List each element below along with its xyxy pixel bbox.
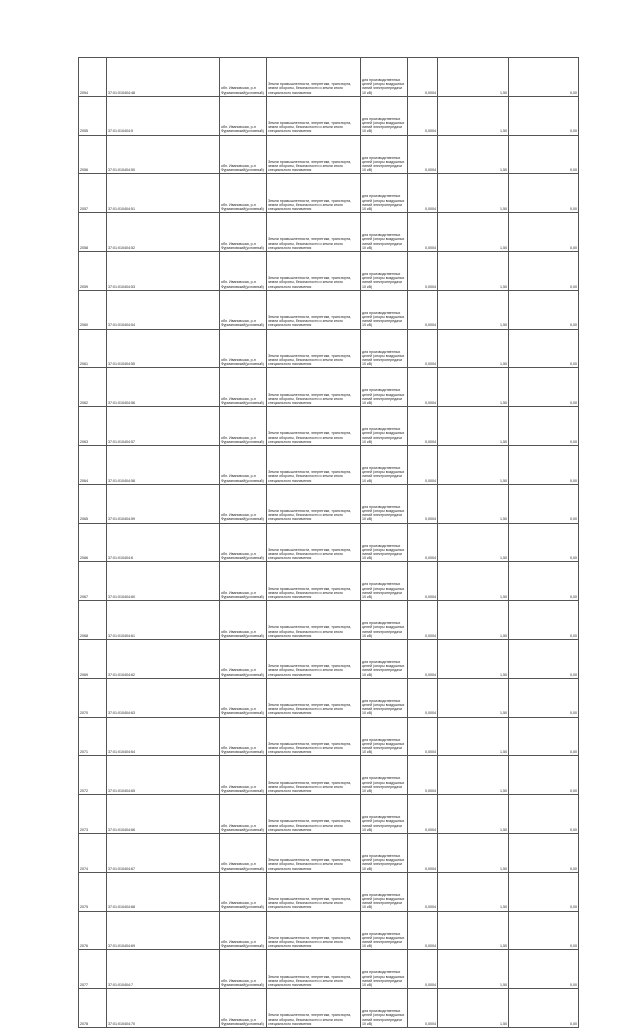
tax-amount-cell: 0,00	[509, 911, 579, 950]
row-number-cell: 2078	[79, 989, 107, 1028]
tax-amount-cell: 0,00	[509, 601, 579, 640]
table-row	[79, 717, 579, 756]
table-row	[79, 833, 579, 872]
cadastral-number-cell: 37:01:010404:55	[107, 329, 220, 368]
cadastral-number-cell: 37:01:010404:7	[107, 950, 220, 989]
table-row	[79, 213, 579, 252]
permitted-use-cell: для производственных целей (опоры воздушных линий электропередачи 10 кВ)	[361, 872, 408, 911]
tax-rate-cell: 1,50	[438, 484, 509, 523]
permitted-use-cell: для производственных целей (опоры воздушных линий электропередачи 10 кВ)	[361, 833, 408, 872]
permitted-use-cell: для производственных целей (опоры воздушных линий электропередачи 10 кВ)	[361, 445, 408, 484]
row-number-cell: 2059	[79, 251, 107, 290]
area-cell: 0,0004	[408, 290, 438, 329]
cadastral-number-cell: 37:01:010404:56	[107, 368, 220, 407]
table-row	[79, 290, 579, 329]
address-cell: обл. Ивановская, р-н Фурмановский(условный)	[220, 251, 267, 290]
table-row	[79, 989, 579, 1028]
permitted-use-cell: для производственных целей (опоры воздушных линий электропередачи 10 кВ)	[361, 523, 408, 562]
row-number-cell: 2074	[79, 833, 107, 872]
permitted-use-cell: для производственных целей (опоры воздушных линий электропередачи 10 кВ)	[361, 135, 408, 174]
land-plot-table	[78, 57, 579, 1028]
tax-amount-cell: 0,00	[509, 484, 579, 523]
tax-amount-cell: 0,00	[509, 58, 579, 97]
cadastral-number-cell: 37:01:010404:64	[107, 717, 220, 756]
tax-amount-cell: 0,00	[509, 96, 579, 135]
address-cell: обл. Ивановская, р-н Фурмановский(условный)	[220, 58, 267, 97]
land-category-cell: Земли промышленности, энергетики, транспорта, земли обороны, безопасности и земли иного специального назначения	[267, 523, 361, 562]
tax-rate-cell: 1,50	[438, 213, 509, 252]
area-cell: 0,0004	[408, 484, 438, 523]
tax-rate-cell: 1,50	[438, 407, 509, 446]
address-cell: обл. Ивановская, р-н Фурмановский(условный)	[220, 989, 267, 1028]
row-number-cell: 2060	[79, 290, 107, 329]
table-row	[79, 795, 579, 834]
tax-rate-cell: 1,50	[438, 717, 509, 756]
table-row	[79, 484, 579, 523]
address-cell: обл. Ивановская, р-н Фурмановский(условный)	[220, 290, 267, 329]
tax-rate-cell: 1,50	[438, 639, 509, 678]
land-category-cell: Земли промышленности, энергетики, транспорта, земли обороны, безопасности и земли иного специального назначения	[267, 58, 361, 97]
table-row	[79, 523, 579, 562]
address-cell: обл. Ивановская, р-н Фурмановский(условный)	[220, 96, 267, 135]
area-cell: 0,0004	[408, 174, 438, 213]
land-plot-table-body	[79, 58, 579, 1028]
permitted-use-cell: для производственных целей (опоры воздушных линий электропередачи 10 кВ)	[361, 601, 408, 640]
tax-amount-cell: 0,00	[509, 833, 579, 872]
tax-amount-cell: 0,00	[509, 368, 579, 407]
permitted-use-cell: для производственных целей (опоры воздушных линий электропередачи 10 кВ)	[361, 407, 408, 446]
table-row	[79, 639, 579, 678]
table-row	[79, 601, 579, 640]
land-category-cell: Земли промышленности, энергетики, транспорта, земли обороны, безопасности и земли иного специального назначения	[267, 989, 361, 1028]
land-category-cell: Земли промышленности, энергетики, транспорта, земли обороны, безопасности и земли иного специального назначения	[267, 407, 361, 446]
row-number-cell: 2072	[79, 756, 107, 795]
land-category-cell: Земли промышленности, энергетики, транспорта, земли обороны, безопасности и земли иного специального назначения	[267, 756, 361, 795]
row-number-cell: 2069	[79, 639, 107, 678]
tax-amount-cell: 0,00	[509, 795, 579, 834]
table-row	[79, 562, 579, 601]
row-number-cell: 2077	[79, 950, 107, 989]
address-cell: обл. Ивановская, р-н Фурмановский(условный)	[220, 717, 267, 756]
area-cell: 0,0004	[408, 833, 438, 872]
tax-rate-cell: 1,50	[438, 950, 509, 989]
permitted-use-cell: для производственных целей (опоры воздушных линий электропередачи 10 кВ)	[361, 795, 408, 834]
permitted-use-cell: для производственных целей (опоры воздушных линий электропередачи 10 кВ)	[361, 213, 408, 252]
area-cell: 0,0004	[408, 213, 438, 252]
address-cell: обл. Ивановская, р-н Фурмановский(условный)	[220, 174, 267, 213]
row-number-cell: 2062	[79, 368, 107, 407]
row-number-cell: 2066	[79, 523, 107, 562]
address-cell: обл. Ивановская, р-н Фурмановский(условный)	[220, 639, 267, 678]
permitted-use-cell: для производственных целей (опоры воздушных линий электропередачи 10 кВ)	[361, 251, 408, 290]
area-cell: 0,0004	[408, 601, 438, 640]
tax-rate-cell: 1,50	[438, 329, 509, 368]
table-row	[79, 329, 579, 368]
row-number-cell: 2065	[79, 484, 107, 523]
tax-amount-cell: 0,00	[509, 639, 579, 678]
tax-amount-cell: 0,00	[509, 523, 579, 562]
permitted-use-cell: для производственных целей (опоры воздушных линий электропередачи 10 кВ)	[361, 989, 408, 1028]
area-cell: 0,0004	[408, 329, 438, 368]
table-row	[79, 135, 579, 174]
table-row	[79, 407, 579, 446]
land-category-cell: Земли промышленности, энергетики, транспорта, земли обороны, безопасности и земли иного специального назначения	[267, 872, 361, 911]
tax-rate-cell: 1,50	[438, 96, 509, 135]
tax-rate-cell: 1,50	[438, 174, 509, 213]
cadastral-number-cell: 37:01:010404:62	[107, 639, 220, 678]
row-number-cell: 2058	[79, 213, 107, 252]
land-category-cell: Земли промышленности, энергетики, транспорта, земли обороны, безопасности и земли иного специального назначения	[267, 678, 361, 717]
tax-rate-cell: 1,50	[438, 601, 509, 640]
table-row	[79, 58, 579, 97]
row-number-cell: 2061	[79, 329, 107, 368]
area-cell: 0,0004	[408, 911, 438, 950]
area-cell: 0,0004	[408, 639, 438, 678]
cadastral-number-cell: 37:01:010404:65	[107, 756, 220, 795]
tax-rate-cell: 1,50	[438, 678, 509, 717]
area-cell: 0,0004	[408, 717, 438, 756]
tax-rate-cell: 1,50	[438, 911, 509, 950]
land-category-cell: Земли промышленности, энергетики, транспорта, земли обороны, безопасности и земли иного специального назначения	[267, 562, 361, 601]
tax-rate-cell: 1,50	[438, 58, 509, 97]
row-number-cell: 2057	[79, 174, 107, 213]
land-category-cell: Земли промышленности, энергетики, транспорта, земли обороны, безопасности и земли иного специального назначения	[267, 601, 361, 640]
cadastral-number-cell: 37:01:010404:69	[107, 911, 220, 950]
address-cell: обл. Ивановская, р-н Фурмановский(условный)	[220, 950, 267, 989]
row-number-cell: 2068	[79, 601, 107, 640]
permitted-use-cell: для производственных целей (опоры воздушных линий электропередачи 10 кВ)	[361, 96, 408, 135]
table-row	[79, 756, 579, 795]
tax-rate-cell: 1,50	[438, 756, 509, 795]
cadastral-number-cell: 37:01:010404:54	[107, 290, 220, 329]
address-cell: обл. Ивановская, р-н Фурмановский(условный)	[220, 872, 267, 911]
address-cell: обл. Ивановская, р-н Фурмановский(условный)	[220, 135, 267, 174]
permitted-use-cell: для производственных целей (опоры воздушных линий электропередачи 10 кВ)	[361, 911, 408, 950]
tax-rate-cell: 1,50	[438, 872, 509, 911]
land-category-cell: Земли промышленности, энергетики, транспорта, земли обороны, безопасности и земли иного специального назначения	[267, 368, 361, 407]
permitted-use-cell: для производственных целей (опоры воздушных линий электропередачи 10 кВ)	[361, 484, 408, 523]
area-cell: 0,0004	[408, 756, 438, 795]
tax-amount-cell: 0,00	[509, 950, 579, 989]
land-category-cell: Земли промышленности, энергетики, транспорта, земли обороны, безопасности и земли иного специального назначения	[267, 445, 361, 484]
permitted-use-cell: для производственных целей (опоры воздушных линий электропередачи 10 кВ)	[361, 950, 408, 989]
tax-amount-cell: 0,00	[509, 678, 579, 717]
land-category-cell: Земли промышленности, энергетики, транспорта, земли обороны, безопасности и земли иного специального назначения	[267, 290, 361, 329]
table-row	[79, 950, 579, 989]
tax-amount-cell: 0,00	[509, 213, 579, 252]
area-cell: 0,0004	[408, 251, 438, 290]
table-row	[79, 445, 579, 484]
permitted-use-cell: для производственных целей (опоры воздушных линий электропередачи 10 кВ)	[361, 639, 408, 678]
area-cell: 0,0004	[408, 96, 438, 135]
cadastral-number-cell: 37:01:010404:66	[107, 795, 220, 834]
cadastral-number-cell: 37:01:010404:50	[107, 135, 220, 174]
table-row	[79, 678, 579, 717]
address-cell: обл. Ивановская, р-н Фурмановский(условный)	[220, 795, 267, 834]
permitted-use-cell: для производственных целей (опоры воздушных линий электропередачи 10 кВ)	[361, 58, 408, 97]
area-cell: 0,0004	[408, 678, 438, 717]
cadastral-number-cell: 37:01:010404:57	[107, 407, 220, 446]
tax-rate-cell: 1,50	[438, 135, 509, 174]
cadastral-number-cell: 37:01:010404:68	[107, 872, 220, 911]
land-category-cell: Земли промышленности, энергетики, транспорта, земли обороны, безопасности и земли иного специального назначения	[267, 213, 361, 252]
area-cell: 0,0004	[408, 407, 438, 446]
permitted-use-cell: для производственных целей (опоры воздушных линий электропередачи 10 кВ)	[361, 678, 408, 717]
tax-rate-cell: 1,50	[438, 562, 509, 601]
cadastral-number-cell: 37:01:010404:67	[107, 833, 220, 872]
address-cell: обл. Ивановская, р-н Фурмановский(условный)	[220, 601, 267, 640]
tax-amount-cell: 0,00	[509, 135, 579, 174]
address-cell: обл. Ивановская, р-н Фурмановский(условный)	[220, 213, 267, 252]
address-cell: обл. Ивановская, р-н Фурмановский(условный)	[220, 445, 267, 484]
land-category-cell: Земли промышленности, энергетики, транспорта, земли обороны, безопасности и земли иного специального назначения	[267, 911, 361, 950]
address-cell: обл. Ивановская, р-н Фурмановский(условный)	[220, 523, 267, 562]
tax-amount-cell: 0,00	[509, 717, 579, 756]
tax-rate-cell: 1,50	[438, 290, 509, 329]
area-cell: 0,0004	[408, 989, 438, 1028]
address-cell: обл. Ивановская, р-н Фурмановский(условный)	[220, 756, 267, 795]
land-category-cell: Земли промышленности, энергетики, транспорта, земли обороны, безопасности и земли иного специального назначения	[267, 96, 361, 135]
tax-amount-cell: 0,00	[509, 989, 579, 1028]
cadastral-number-cell: 37:01:010404:6	[107, 523, 220, 562]
table-row	[79, 911, 579, 950]
address-cell: обл. Ивановская, р-н Фурмановский(условный)	[220, 833, 267, 872]
row-number-cell: 2056	[79, 135, 107, 174]
table-row	[79, 872, 579, 911]
cadastral-number-cell: 37:01:010404:58	[107, 445, 220, 484]
address-cell: обл. Ивановская, р-н Фурмановский(условный)	[220, 678, 267, 717]
land-category-cell: Земли промышленности, энергетики, транспорта, земли обороны, безопасности и земли иного специального назначения	[267, 251, 361, 290]
tax-amount-cell: 0,00	[509, 562, 579, 601]
tax-rate-cell: 1,50	[438, 989, 509, 1028]
cadastral-number-cell: 37:01:010404:51	[107, 174, 220, 213]
tax-amount-cell: 0,00	[509, 174, 579, 213]
table-row	[79, 251, 579, 290]
land-category-cell: Земли промышленности, энергетики, транспорта, земли обороны, безопасности и земли иного специального назначения	[267, 135, 361, 174]
address-cell: обл. Ивановская, р-н Фурмановский(условный)	[220, 562, 267, 601]
permitted-use-cell: для производственных целей (опоры воздушных линий электропередачи 10 кВ)	[361, 368, 408, 407]
address-cell: обл. Ивановская, р-н Фурмановский(условный)	[220, 407, 267, 446]
tax-rate-cell: 1,50	[438, 251, 509, 290]
area-cell: 0,0004	[408, 445, 438, 484]
area-cell: 0,0004	[408, 368, 438, 407]
area-cell: 0,0004	[408, 562, 438, 601]
land-category-cell: Земли промышленности, энергетики, транспорта, земли обороны, безопасности и земли иного специального назначения	[267, 174, 361, 213]
tax-amount-cell: 0,00	[509, 445, 579, 484]
table-row	[79, 174, 579, 213]
row-number-cell: 2076	[79, 911, 107, 950]
permitted-use-cell: для производственных целей (опоры воздушных линий электропередачи 10 кВ)	[361, 717, 408, 756]
cadastral-number-cell: 37:01:010404:70	[107, 989, 220, 1028]
row-number-cell: 2064	[79, 445, 107, 484]
tax-amount-cell: 0,00	[509, 872, 579, 911]
area-cell: 0,0004	[408, 58, 438, 97]
tax-amount-cell: 0,00	[509, 290, 579, 329]
address-cell: обл. Ивановская, р-н Фурмановский(условный)	[220, 911, 267, 950]
cadastral-number-cell: 37:01:010404:59	[107, 484, 220, 523]
permitted-use-cell: для производственных целей (опоры воздушных линий электропередачи 10 кВ)	[361, 756, 408, 795]
address-cell: обл. Ивановская, р-н Фурмановский(условный)	[220, 368, 267, 407]
row-number-cell: 2054	[79, 58, 107, 97]
tax-amount-cell: 0,00	[509, 251, 579, 290]
land-category-cell: Земли промышленности, энергетики, транспорта, земли обороны, безопасности и земли иного специального назначения	[267, 795, 361, 834]
land-category-cell: Земли промышленности, энергетики, транспорта, земли обороны, безопасности и земли иного специального назначения	[267, 329, 361, 368]
land-category-cell: Земли промышленности, энергетики, транспорта, земли обороны, безопасности и земли иного специального назначения	[267, 833, 361, 872]
row-number-cell: 2070	[79, 678, 107, 717]
table-row	[79, 96, 579, 135]
address-cell: обл. Ивановская, р-н Фурмановский(условный)	[220, 484, 267, 523]
row-number-cell: 2073	[79, 795, 107, 834]
permitted-use-cell: для производственных целей (опоры воздушных линий электропередачи 10 кВ)	[361, 290, 408, 329]
permitted-use-cell: для производственных целей (опоры воздушных линий электропередачи 10 кВ)	[361, 174, 408, 213]
row-number-cell: 2067	[79, 562, 107, 601]
cadastral-number-cell: 37:01:010404:53	[107, 251, 220, 290]
address-cell: обл. Ивановская, р-н Фурмановский(условный)	[220, 329, 267, 368]
land-category-cell: Земли промышленности, энергетики, транспорта, земли обороны, безопасности и земли иного специального назначения	[267, 950, 361, 989]
area-cell: 0,0004	[408, 135, 438, 174]
tax-amount-cell: 0,00	[509, 756, 579, 795]
tax-rate-cell: 1,50	[438, 795, 509, 834]
row-number-cell: 2071	[79, 717, 107, 756]
table-row	[79, 368, 579, 407]
area-cell: 0,0004	[408, 872, 438, 911]
land-category-cell: Земли промышленности, энергетики, транспорта, земли обороны, безопасности и земли иного специального назначения	[267, 717, 361, 756]
tax-rate-cell: 1,50	[438, 523, 509, 562]
land-category-cell: Земли промышленности, энергетики, транспорта, земли обороны, безопасности и земли иного специального назначения	[267, 639, 361, 678]
cadastral-number-cell: 37:01:010404:63	[107, 678, 220, 717]
tax-rate-cell: 1,50	[438, 833, 509, 872]
permitted-use-cell: для производственных целей (опоры воздушных линий электропередачи 10 кВ)	[361, 562, 408, 601]
cadastral-number-cell: 37:01:010404:5	[107, 96, 220, 135]
tax-amount-cell: 0,00	[509, 407, 579, 446]
tax-rate-cell: 1,50	[438, 445, 509, 484]
area-cell: 0,0004	[408, 795, 438, 834]
row-number-cell: 2075	[79, 872, 107, 911]
cadastral-number-cell: 37:01:010404:52	[107, 213, 220, 252]
permitted-use-cell: для производственных целей (опоры воздушных линий электропередачи 10 кВ)	[361, 329, 408, 368]
row-number-cell: 2055	[79, 96, 107, 135]
land-category-cell: Земли промышленности, энергетики, транспорта, земли обороны, безопасности и земли иного специального назначения	[267, 484, 361, 523]
tax-amount-cell: 0,00	[509, 329, 579, 368]
cadastral-number-cell: 37:01:010404:60	[107, 562, 220, 601]
tax-rate-cell: 1,50	[438, 368, 509, 407]
row-number-cell: 2063	[79, 407, 107, 446]
cadastral-number-cell: 37:01:010404:48	[107, 58, 220, 97]
cadastral-number-cell: 37:01:010404:61	[107, 601, 220, 640]
area-cell: 0,0004	[408, 950, 438, 989]
area-cell: 0,0004	[408, 523, 438, 562]
